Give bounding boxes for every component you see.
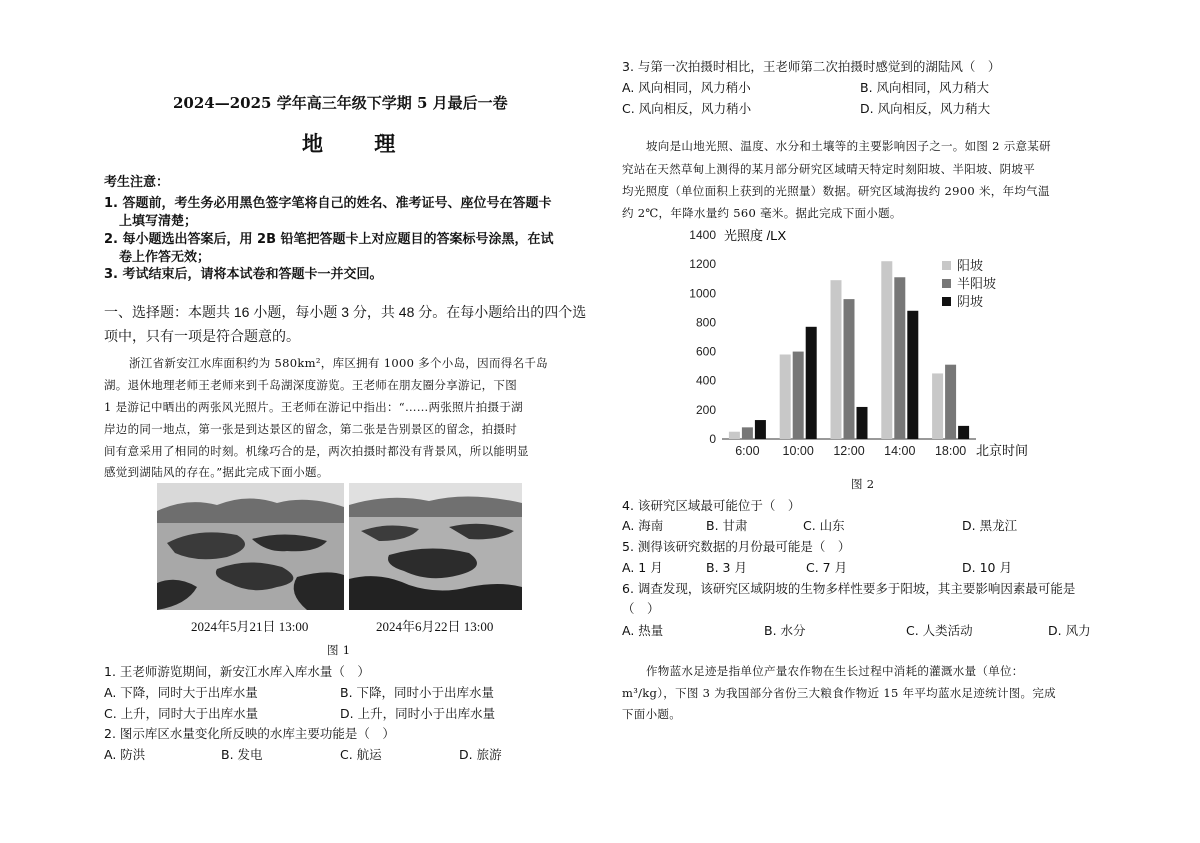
y-tick-label: 800 (695, 315, 716, 330)
notice-item: 1. 答题前，考生务必用黑色签字笔将自己的姓名、准考证号、座位号在答题卡 (104, 196, 552, 211)
legend-label: 半阳坡 (957, 276, 997, 291)
answer-option: A. 1 月 (622, 560, 663, 575)
passage1-line: 感觉到湖陆风的存在。”据此完成下面小题。 (104, 465, 329, 479)
answer-option: B. 下降，同时小于出库水量 (340, 685, 495, 700)
answer-option: B. 甘肃 (706, 518, 748, 533)
answer-option: B. 3 月 (706, 560, 747, 575)
y-tick-label: 200 (695, 402, 716, 417)
bar-阳坡-18:00 (932, 373, 943, 439)
bar-阴坡-18:00 (958, 426, 969, 439)
answer-option: D. 风力 (1048, 623, 1091, 638)
photo-caption: 2024年5月21日 13:00 (191, 619, 309, 634)
answer-option: B. 发电 (221, 747, 263, 762)
answer-option: D. 黑龙江 (962, 518, 1018, 533)
y-tick-label: 1000 (689, 286, 716, 301)
y-tick-label: 1200 (689, 257, 716, 272)
passage1-line: 浙江省新安江水库面积约为 580km²，库区拥有 1000 多个小岛，因而得名千岛 (129, 356, 548, 370)
passage3-line: 下面小题。 (622, 707, 681, 721)
answer-option: C. 风向相反，风力稍小 (622, 101, 752, 116)
notice-item: 卷上作答无效； (119, 250, 211, 265)
answer-option: C. 7 月 (806, 560, 848, 575)
question-stem: 1. 王老师游览期间，新安江水库入库水量（ ） (104, 664, 370, 679)
subject-title: 地 理 (302, 131, 418, 156)
bar-阳坡-6:00 (729, 432, 740, 439)
passage2-line: 均光照度（单位面积上获到的光照量）数据。研究区域海拔约 2900 米，年均气温 (622, 184, 1050, 198)
figure-label: 图 2 (851, 477, 875, 491)
section-heading-cont: 项中，只有一项是符合题意的。 (104, 328, 300, 344)
x-tick-label: 14:00 (884, 444, 916, 458)
passage2-line: 坡向是山地光照、温度、水分和土壤等的主要影响因子之一。如图 2 示意某研 (646, 139, 1051, 153)
question-stem: 2. 图示库区水量变化所反映的水库主要功能是（ ） (104, 726, 395, 741)
notice-item: 上填写清楚； (119, 214, 198, 229)
bar-阳坡-12:00 (831, 280, 842, 439)
question-stem: 4. 该研究区域最可能位于（ ） (622, 498, 801, 513)
answer-option: A. 海南 (622, 518, 664, 533)
passage1-line: 间有意采用了相同的时刻。机缘巧合的是，两次拍摄时都没有背景风，所以能明显 (104, 444, 529, 458)
bar-阳坡-14:00 (881, 261, 892, 439)
bar-阴坡-14:00 (907, 311, 918, 439)
question-stem-cont: （ ） (622, 601, 660, 616)
bar-半阳坡-14:00 (894, 277, 905, 439)
answer-option: C. 上升，同时大于出库水量 (104, 706, 259, 721)
section-heading: 一、选择题：本题共 16 小题，每小题 3 分，共 48 分。在每小题给出的四个选 (104, 304, 587, 320)
bar-阳坡-10:00 (780, 354, 791, 439)
answer-option: A. 热量 (622, 623, 664, 638)
exam-title: 2024—2025 学年高三年级下学期 5 月最后一卷 (173, 94, 508, 112)
legend-label: 阴坡 (957, 294, 984, 309)
passage2-line: 究站在天然草甸上测得的某月部分研究区域晴天特定时刻阳坡、半阳坡、阴坡平 (622, 162, 1035, 176)
question-stem: 3. 与第一次拍摄时相比，王老师第二次拍摄时感觉到的湖陆风（ ） (622, 59, 1001, 74)
y-tick-label: 0 (709, 432, 716, 446)
x-tick-label: 6:00 (735, 444, 760, 458)
x-axis-label: 北京时间 (976, 443, 1029, 458)
x-tick-label: 10:00 (782, 444, 814, 458)
notice-item: 2. 每小题选出答案后，用 2B 铅笔把答题卡上对应题目的答案标号涂黑，在试 (104, 232, 554, 247)
y-tick-label: 600 (695, 344, 716, 359)
x-tick-label: 18:00 (934, 444, 967, 458)
lake-photo-2 (349, 483, 522, 610)
passage2-line: 约 2℃，年降水量约 560 毫米。据此完成下面小题。 (622, 206, 902, 220)
y-tick-label: 1400 (689, 228, 716, 242)
legend-swatch (942, 297, 951, 306)
bar-半阳坡-10:00 (793, 352, 804, 439)
answer-option: C. 人类活动 (906, 623, 973, 638)
answer-option: D. 10 月 (962, 560, 1012, 575)
question-stem: 6. 调查发现，该研究区域阴坡的生物多样性要多于阳坡，其主要影响因素最可能是 (622, 581, 1076, 596)
y-tick-label: 400 (695, 373, 716, 388)
answer-option: A. 下降，同时大于出库水量 (104, 685, 258, 700)
bar-半阳坡-18:00 (945, 365, 956, 439)
lake-photo-1 (157, 483, 344, 610)
answer-option: D. 旅游 (459, 747, 502, 762)
notice-heading: 考生注意： (104, 175, 170, 190)
notice-item: 3. 考试结束后，请将本试卷和答题卡一并交回。 (104, 267, 383, 282)
legend-swatch (942, 279, 951, 288)
answer-option: C. 航运 (340, 747, 382, 762)
y-axis-label: 光照度 /LX (724, 228, 787, 243)
passage1-line: 湖。退休地理老师王老师来到千岛湖深度游览。王老师在朋友圈分享游记，下图 (104, 378, 517, 392)
answer-option: B. 水分 (764, 623, 806, 638)
passage3-line: m³/kg），下图 3 为我国部分省份三大粮食作物近 15 年平均蓝水足迹统计图。完成 (622, 686, 1056, 700)
answer-option: C. 山东 (803, 518, 845, 533)
passage1-line: 岸边的同一地点，第一张是到达景区的留念，第二张是告别景区的留念，拍摄时 (104, 422, 517, 436)
legend-swatch (942, 261, 951, 270)
bar-阴坡-12:00 (857, 407, 868, 439)
answer-option: D. 上升，同时小于出库水量 (340, 706, 496, 721)
bar-半阳坡-12:00 (844, 299, 855, 439)
answer-option: A. 风向相同，风力稍小 (622, 80, 751, 95)
passage3-line: 作物蓝水足迹是指单位产量农作物在生长过程中消耗的灌溉水量（单位： (646, 664, 1024, 678)
photo-caption: 2024年6月22日 13:00 (376, 619, 494, 634)
legend-label: 阳坡 (957, 258, 984, 273)
answer-option: B. 风向相同，风力稍大 (860, 80, 990, 95)
bar-阴坡-10:00 (806, 327, 817, 439)
passage1-line: 1 是游记中晒出的两张风光照片。王老师在游记中指出：“……两张照片拍摄于湖 (104, 400, 523, 414)
x-tick-label: 12:00 (833, 444, 865, 458)
light-intensity-chart (680, 224, 1040, 464)
answer-option: A. 防洪 (104, 747, 146, 762)
bar-阴坡-6:00 (755, 420, 766, 439)
question-stem: 5. 测得该研究数据的月份最可能是（ ） (622, 539, 851, 554)
bar-半阳坡-6:00 (742, 427, 753, 439)
figure-label: 图 1 (327, 643, 351, 657)
answer-option: D. 风向相反，风力稍大 (860, 101, 991, 116)
